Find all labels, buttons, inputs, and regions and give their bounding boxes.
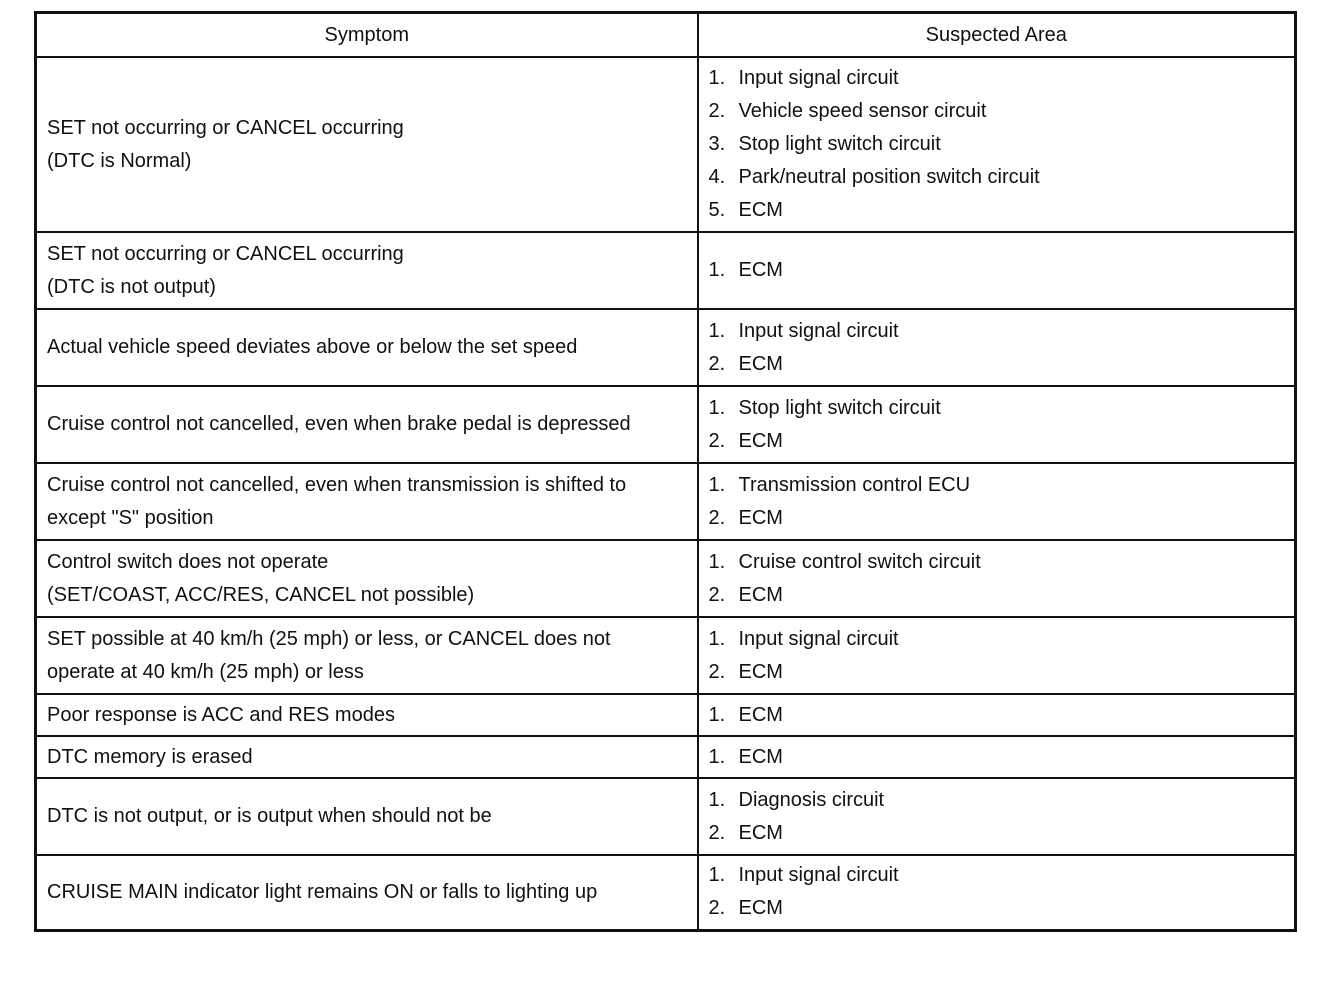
list-item-number: 2.: [708, 821, 726, 844]
suspected-area-cell: [698, 778, 1296, 855]
suspected-area-item: [709, 161, 1295, 194]
list-item-number: 1.: [708, 864, 726, 887]
suspected-area-text: Input signal circuit: [738, 67, 899, 89]
table-row: [36, 463, 1296, 540]
suspected-area-list: [709, 784, 1295, 850]
table-row: [36, 736, 1296, 778]
suspected-area-cell: [698, 463, 1296, 540]
list-item-number: 1.: [708, 627, 726, 650]
list-item-number: 4.: [708, 166, 726, 188]
suspected-area-item: [709, 425, 1295, 458]
symptom-cell: [36, 540, 698, 617]
symptom-cell: [36, 736, 698, 778]
suspected-area-text: ECM: [738, 745, 783, 768]
symptom-text-line: operate at 40 km/h (25 mph) or less: [47, 660, 364, 683]
table-row: [36, 309, 1296, 386]
list-item-number: 3.: [708, 133, 726, 155]
suspected-area-text: Stop light switch circuit: [738, 396, 941, 419]
suspected-area-cell: [698, 57, 1296, 232]
suspected-area-item: [709, 623, 1295, 656]
table-row: [36, 386, 1296, 463]
symptom-text-line: Actual vehicle speed deviates above or below the set speed: [47, 336, 578, 358]
suspected-area-item: [709, 859, 1295, 892]
troubleshooting-table-container: [34, 11, 1294, 932]
suspected-area-item: [709, 546, 1295, 579]
symptom-cell: [36, 694, 698, 736]
suspected-area-item: [709, 348, 1295, 381]
table-row: [36, 617, 1296, 694]
list-item-number: 1.: [708, 745, 726, 768]
suspected-area-text: ECM: [738, 821, 783, 844]
suspected-area-text: Vehicle speed sensor circuit: [738, 100, 987, 122]
suspected-area-list: [709, 546, 1295, 612]
symptom-text-line: SET not occurring or CANCEL occurring: [47, 116, 404, 139]
list-item-number: 1.: [708, 703, 726, 726]
suspected-area-item: [709, 62, 1295, 95]
symptom-cell: [36, 855, 698, 930]
suspected-area-list: [709, 392, 1295, 458]
suspected-area-item: [709, 817, 1295, 850]
symptom-cell: [36, 309, 698, 386]
suspected-area-text: ECM: [738, 897, 783, 920]
troubleshooting-table: [34, 11, 1297, 932]
suspected-area-list: [709, 62, 1295, 227]
symptom-cell: [36, 232, 698, 309]
symptom-text-line: Cruise control not cancelled, even when brake pedal is depressed: [47, 413, 631, 435]
suspected-area-text: Diagnosis circuit: [738, 788, 885, 811]
suspected-area-list: [709, 469, 1295, 535]
suspected-area-cell: [698, 232, 1296, 309]
suspected-area-text: Input signal circuit: [738, 627, 899, 650]
suspected-area-text: Cruise control switch circuit: [738, 550, 981, 573]
symptom-text-line: except "S" position: [47, 506, 214, 529]
list-item-number: 2.: [708, 429, 726, 452]
suspected-area-cell: [698, 736, 1296, 778]
list-item-number: 2.: [708, 506, 726, 529]
symptom-text-line: (DTC is not output): [47, 275, 216, 298]
suspected-area-text: ECM: [738, 583, 783, 606]
suspected-area-item: [709, 392, 1295, 425]
symptom-cell: [36, 463, 698, 540]
symptom-cell: [36, 57, 698, 232]
table-row: [36, 540, 1296, 617]
suspected-area-text: ECM: [738, 429, 783, 452]
suspected-area-list: [709, 623, 1295, 689]
suspected-area-list: [709, 254, 1295, 287]
symptom-text-line: SET not occurring or CANCEL occurring: [47, 242, 404, 265]
symptom-cell: [36, 617, 698, 694]
suspected-area-cell: [698, 694, 1296, 736]
suspected-area-text: ECM: [738, 660, 783, 683]
suspected-area-text: Input signal circuit: [738, 319, 899, 342]
table-row: [36, 57, 1296, 232]
suspected-area-list: [709, 315, 1295, 381]
table-row: [36, 232, 1296, 309]
suspected-area-item: [709, 95, 1295, 128]
symptom-text-line: (DTC is Normal): [47, 149, 192, 172]
symptom-cell: [36, 778, 698, 855]
suspected-area-cell: [698, 855, 1296, 930]
table-row: [36, 778, 1296, 855]
suspected-area-item: [709, 194, 1295, 227]
suspected-area-text: Input signal circuit: [738, 864, 899, 887]
suspected-area-text: ECM: [738, 506, 783, 529]
suspected-area-item: [709, 892, 1295, 925]
list-item-number: 2.: [708, 352, 726, 375]
suspected-area-item: [709, 315, 1295, 348]
suspected-area-text: ECM: [738, 352, 783, 375]
symptom-cell: [36, 386, 698, 463]
symptom-text-line: Control switch does not operate: [47, 550, 329, 573]
suspected-area-text: ECM: [738, 199, 783, 221]
suspected-area-item: [709, 699, 1295, 732]
list-item-number: 2.: [708, 583, 726, 606]
list-item-number: 2.: [708, 660, 726, 683]
suspected-area-text: Stop light switch circuit: [738, 133, 941, 155]
suspected-area-list: [709, 859, 1295, 925]
suspected-area-item: [709, 502, 1295, 535]
list-item-number: 1.: [708, 550, 726, 573]
suspected-area-cell: [698, 540, 1296, 617]
symptom-text-line: Cruise control not cancelled, even when transmission is shifted to: [47, 473, 627, 496]
suspected-area-cell: [698, 309, 1296, 386]
table-row: [36, 855, 1296, 930]
suspected-area-cell: [698, 386, 1296, 463]
list-item-number: 5.: [708, 199, 726, 221]
list-item-number: 1.: [708, 259, 726, 281]
suspected-area-item: [709, 579, 1295, 612]
symptom-text-line: (SET/COAST, ACC/RES, CANCEL not possible): [47, 583, 475, 606]
symptom-text-line: SET possible at 40 km/h (25 mph) or less, or CANCEL does not: [47, 627, 611, 650]
suspected-area-text: ECM: [738, 703, 783, 726]
suspected-area-item: [709, 469, 1295, 502]
suspected-area-text: ECM: [738, 259, 783, 281]
suspected-area-cell: [698, 617, 1296, 694]
suspected-area-column-header: Suspected Area: [698, 13, 1296, 58]
list-item-number: 1.: [708, 788, 726, 811]
symptom-text-line: CRUISE MAIN indicator light remains ON or falls to lighting up: [47, 880, 598, 903]
suspected-area-item: [709, 784, 1295, 817]
list-item-number: 1.: [708, 319, 726, 342]
suspected-area-item: [709, 254, 1295, 287]
symptom-text-line: DTC is not output, or is output when should not be: [47, 805, 492, 827]
list-item-number: 2.: [708, 100, 726, 122]
symptom-text-line: DTC memory is erased: [47, 745, 253, 768]
suspected-area-item: [709, 656, 1295, 689]
list-item-number: 2.: [708, 897, 726, 920]
suspected-area-text: Park/neutral position switch circuit: [738, 166, 1040, 188]
suspected-area-list: [709, 699, 1295, 732]
symptom-column-header: Symptom: [36, 13, 698, 58]
table-row: [36, 694, 1296, 736]
list-item-number: 1.: [708, 473, 726, 496]
list-item-number: 1.: [708, 396, 726, 419]
symptom-text-line: Poor response is ACC and RES modes: [47, 703, 395, 726]
list-item-number: 1.: [708, 67, 726, 89]
suspected-area-list: [709, 741, 1295, 774]
suspected-area-item: [709, 128, 1295, 161]
table-body: [36, 57, 1296, 930]
suspected-area-text: Transmission control ECU: [738, 473, 971, 496]
header-row: [36, 13, 1296, 58]
suspected-area-item: [709, 741, 1295, 774]
